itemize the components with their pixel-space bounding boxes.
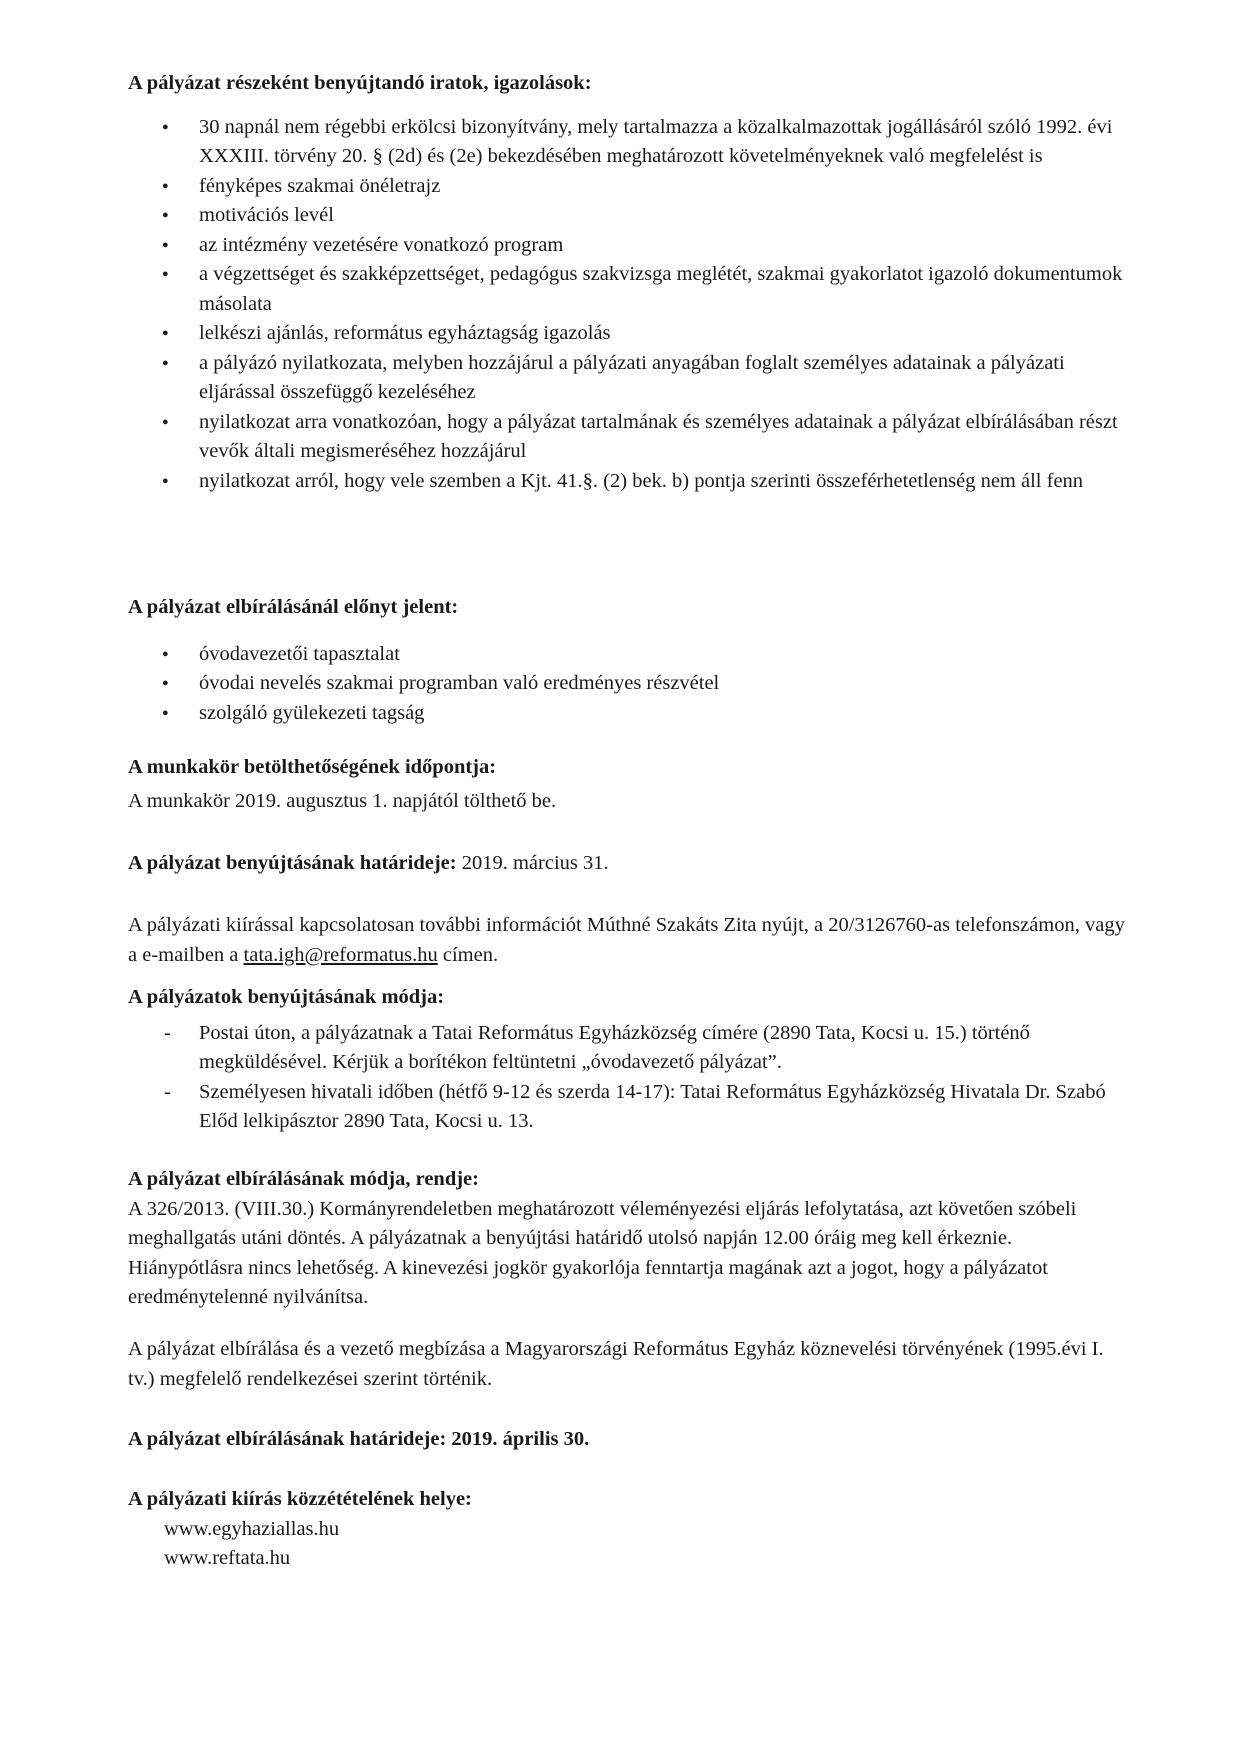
submission-section (128, 983, 1128, 1137)
advantages-list (128, 640, 1128, 729)
submission-list (128, 1019, 1128, 1137)
law-section (128, 1335, 1128, 1394)
eval-deadline-text: A pályázat elbírálásának határideje: 2019. április 30. (128, 1428, 590, 1450)
evaluation-text: A 326/2013. (VIII.30.) Kormányrendeletben meghatározott véleményezési eljárás lefolytatása, azt követően szóbeli meghallgatás utáni döntés. A pályázatnak a benyújtási határidő utolsó napján 12.00 óráig meg kell érkeznie. Hiánypótlásra nincs lehetőség. A kinevezési jogkör gyakorlója fenntartja magának azt a jogot, hogy a pályázatot eredménytelenné nyilvánítsa. (128, 1197, 1077, 1308)
info-section (128, 911, 1128, 970)
law-text: A pályázat elbírálása és a vezető megbízása a Magyarországi Református Egyház köznevelési törvényének (1995.évi I. tv.) megfelelő rendelkezései szerint történik. (128, 1338, 1104, 1390)
deadline-label: A pályázat benyújtásának határideje: (128, 852, 457, 874)
list-item: ● a pályázó nyilatkozata, melyben hozzájárul a pályázati anyagában foglalt személyes adatainak a pályázati eljárással összefüggő kezeléséhez (128, 349, 1128, 408)
list-item: ● fényképes szakmai önéletrajz (128, 172, 1128, 202)
list-item: - Postai úton, a pályázatnak a Tatai Református Egyházközség címére (2890 Tata, Kocsi u. 15.) történő megküldésével. Kérjük a borítékon feltüntetni „óvodavezető pályázat”. (128, 1019, 1128, 1078)
list-item: ● nyilatkozat arról, hogy vele szemben a Kjt. 41.§. (2) bek. b) pontja szerinti összeférhetetlenség nem áll fenn (128, 467, 1128, 497)
list-item: ● 30 napnál nem régebbi erkölcsi bizonyítvány, mely tartalmazza a közalkalmazottak jogállásáról szóló 1992. évi XXXIII. törvény 20. § (2d) és (2e) bekezdésében meghatározott követelményeknek való megfelelést is (128, 113, 1128, 172)
publication-section (128, 1485, 1128, 1574)
website-link[interactable]: www.reftata.hu (164, 1547, 291, 1569)
advantages-section (128, 593, 1128, 728)
list-item: ● motivációs levél (128, 201, 1128, 231)
info-text (128, 911, 1128, 970)
deadline-line (128, 849, 1128, 879)
list-item: - Személyesen hivatali időben (hétfő 9-12 és szerda 14-17): Tatai Református Egyházközség Hivatala Dr. Szabó Előd lelkipásztor 2890 Tata, Kocsi u. 13. (128, 1078, 1128, 1137)
website-link[interactable]: www.egyhaziallas.hu (164, 1517, 340, 1540)
start-date-section (128, 753, 1128, 816)
documents-list (128, 113, 1128, 497)
list-item: ● szolgáló gyülekezeti tagság (128, 699, 1128, 729)
list-item: ● nyilatkozat arra vonatkozóan, hogy a pályázat tartalmának és személyes adatainak a pályázat elbírálásában részt vevők általi megismeréséhez hozzájárul (128, 408, 1128, 467)
email-link[interactable]: tata.igh@reformatus.hu (243, 943, 438, 966)
evaluation-heading: A pályázat elbírálásának módja, rendje: (128, 1168, 479, 1190)
documents-section (128, 69, 1128, 496)
publication-heading: A pályázati kiírás közzétételének helye: (128, 1488, 472, 1510)
documents-heading: A pályázat részeként benyújtandó iratok, igazolások: (128, 72, 592, 94)
deadline-section (128, 849, 1128, 879)
list-item: ● az intézmény vezetésére vonatkozó program (128, 231, 1128, 261)
submission-heading: A pályázatok benyújtásának módja: (128, 986, 445, 1008)
start-date-heading: A munkakör betölthetőségének időpontja: (128, 756, 497, 778)
start-date-text: A munkakör 2019. augusztus 1. napjától tölthető be. (128, 789, 557, 812)
list-item: ● óvodavezetői tapasztalat (128, 640, 1128, 670)
eval-deadline-section (128, 1425, 1128, 1455)
list-item: ● óvodai nevelés szakmai programban való eredményes részvétel (128, 669, 1128, 699)
deadline-value: 2019. március 31. (456, 852, 609, 874)
info-text-after: címen. (437, 943, 499, 966)
info-text-before: A pályázati kiírással kapcsolatosan további információt Múthné Szakáts Zita nyújt, a 20/3126760-as telefonszámon, vagy a e-mailben a (128, 914, 1125, 966)
evaluation-section (128, 1165, 1128, 1313)
list-item: ● lelkészi ajánlás, református egyháztagság igazolás (128, 319, 1128, 349)
advantages-heading: A pályázat elbírálásánál előnyt jelent: (128, 596, 459, 618)
list-item: ● a végzettséget és szakképzettséget, pedagógus szakvizsga meglétét, szakmai gyakorlatot igazoló dokumentumok másolata (128, 260, 1128, 319)
